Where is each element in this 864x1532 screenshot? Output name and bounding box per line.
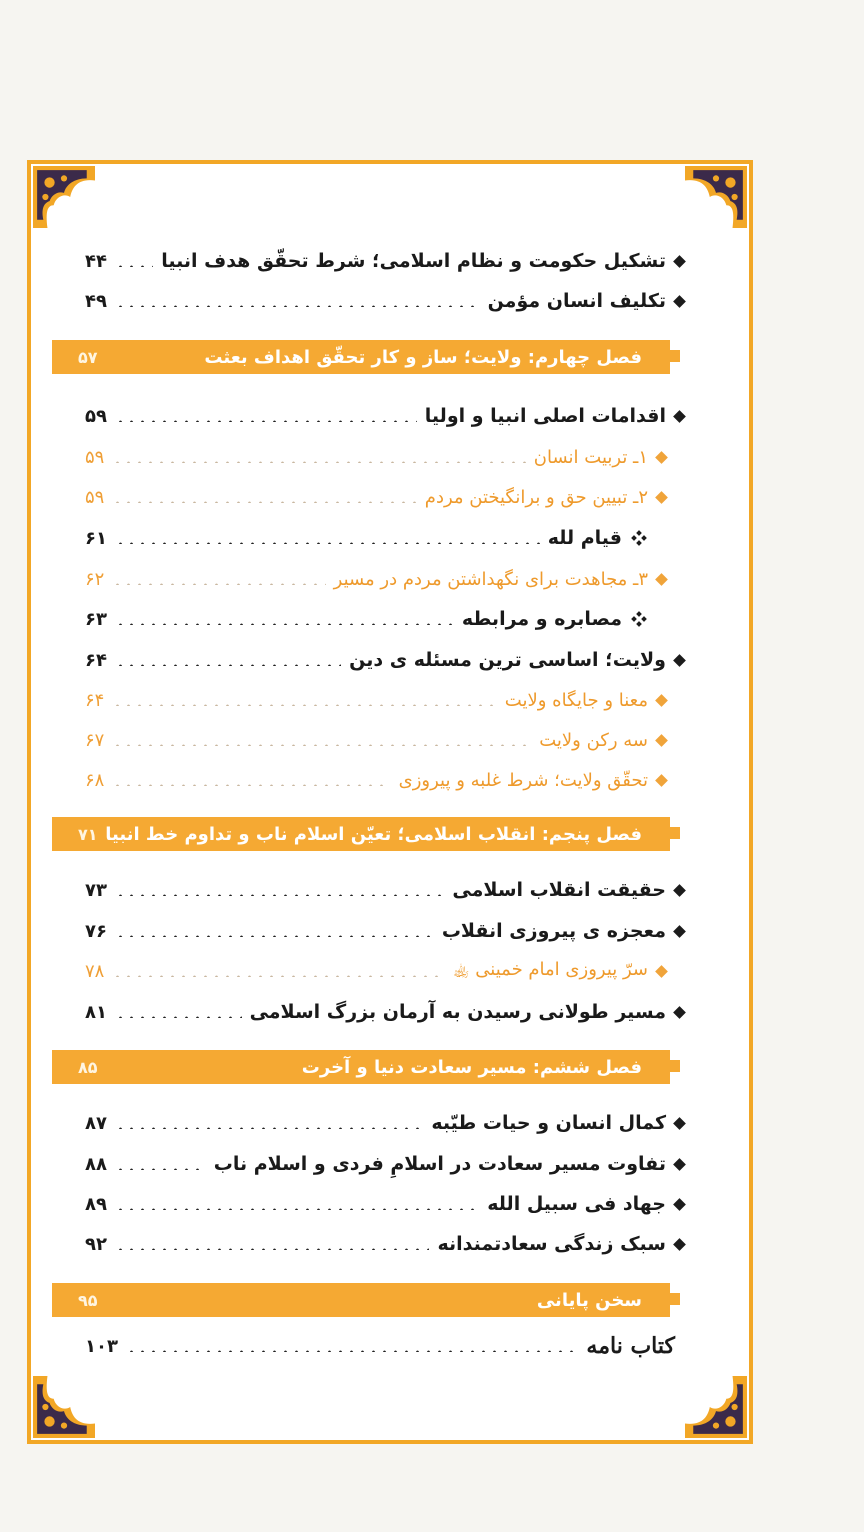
- toc-subentry[interactable]: [85, 441, 667, 473]
- toc-entry[interactable]: [85, 1148, 685, 1180]
- chapter-heading[interactable]: [52, 340, 670, 374]
- bibliography-page: ۱۰۳: [85, 1335, 118, 1357]
- entry-title: ۲ـ تبیین حق و برانگیختن مردم: [424, 486, 648, 508]
- leader-dots: [112, 975, 445, 977]
- toc-entry[interactable]: [85, 285, 685, 317]
- chapter-page: ۷۱: [78, 824, 98, 844]
- leader-dots: [115, 265, 153, 267]
- diamond-bullet-icon: [674, 1159, 685, 1170]
- entry-page: ۷۸: [85, 960, 105, 982]
- entry-page: ۶۴: [85, 649, 107, 671]
- leader-dots: [115, 1248, 430, 1250]
- toc-subentry[interactable]: [85, 724, 667, 756]
- toc-entry[interactable]: [85, 1107, 685, 1139]
- entry-page: ۶۱: [85, 527, 107, 549]
- leader-dots: [112, 784, 390, 786]
- toc-entry[interactable]: [85, 400, 685, 432]
- diamond-bullet-icon: [674, 926, 685, 937]
- bibliography-title: کتاب نامه: [586, 1333, 675, 1359]
- diamond-bullet-icon: [674, 296, 685, 307]
- toc-entry[interactable]: [85, 996, 685, 1028]
- toc-entry[interactable]: [85, 874, 685, 906]
- entry-title: تکلیف انسان مؤمن: [487, 290, 666, 312]
- leader-dots: [112, 461, 525, 463]
- chapter-heading[interactable]: [52, 817, 670, 851]
- entry-page: ۸۸: [85, 1153, 107, 1175]
- diamond-bullet-icon: [656, 574, 667, 585]
- entry-page: ۴۹: [85, 290, 107, 312]
- toc-subentry[interactable]: [85, 684, 667, 716]
- entry-page: ۶۴: [85, 689, 105, 711]
- leader-dots: [115, 664, 341, 666]
- diamond-bullet-icon: [656, 492, 667, 503]
- bibliography-entry[interactable]: [85, 1328, 675, 1364]
- chapter-page: ۹۵: [78, 1290, 98, 1310]
- toc-subentry[interactable]: [85, 764, 667, 796]
- leader-dots: [115, 305, 480, 307]
- diamond-bullet-icon: [674, 655, 685, 666]
- leader-dots: [115, 1168, 206, 1170]
- entry-title: تفاوت مسیر سعادت در اسلامِ فردی و اسلام ناب: [213, 1153, 666, 1175]
- entry-title: قیام لله: [547, 527, 622, 549]
- leader-dots: [115, 1127, 423, 1129]
- leader-dots: [115, 1016, 242, 1018]
- entry-title: حقیقت انقلاب اسلامی: [452, 879, 666, 901]
- entry-page: ۵۹: [85, 446, 105, 468]
- toc-entry[interactable]: [85, 1188, 685, 1220]
- toc-entry[interactable]: [85, 644, 685, 676]
- leader-dots: [115, 894, 444, 896]
- flower-bullet-icon: [632, 612, 647, 627]
- entry-title: سبک زندگی سعادتمندانه: [437, 1233, 666, 1255]
- entry-title: تحقّق ولایت؛ شرط غلبه و پیروزی: [398, 769, 648, 791]
- toc-subentry[interactable]: [85, 481, 667, 513]
- chapter-page: ۸۵: [78, 1057, 98, 1077]
- chapter-page: ۵۷: [78, 347, 98, 367]
- entry-page: ۸۷: [85, 1112, 107, 1134]
- entry-page: ۴۴: [85, 250, 107, 272]
- entry-title: اقدامات اصلی انبیا و اولیا: [424, 405, 666, 427]
- diamond-bullet-icon: [674, 885, 685, 896]
- entry-title: معنا و جایگاه ولایت: [504, 689, 648, 711]
- chapter-heading[interactable]: [52, 1050, 670, 1084]
- diamond-bullet-icon: [674, 1118, 685, 1129]
- diamond-bullet-icon: [674, 1199, 685, 1210]
- entry-title: تشکیل حکومت و نظام اسلامی؛ شرط تحقّق هدف انبیا: [161, 250, 666, 272]
- entry-page: ۹۲: [85, 1233, 107, 1255]
- entry-title: ۳ـ مجاهدت برای نگهداشتن مردم در مسیر: [333, 568, 648, 590]
- entry-title: سرّ پیروزی امام خمینی ﵀: [453, 959, 648, 980]
- leader-dots: [115, 420, 417, 422]
- chapter-title: فصل پنجم: انقلاب اسلامی؛ تعیّن اسلام ناب و تداوم خط انبیا: [105, 823, 642, 845]
- leader-dots: [115, 542, 540, 544]
- flower-bullet-icon: [632, 531, 647, 546]
- toc-subentry[interactable]: [85, 955, 667, 987]
- toc-subsubentry[interactable]: [85, 603, 647, 635]
- entry-title: ۱ـ تربیت انسان: [533, 446, 648, 468]
- toc-subsubentry[interactable]: [85, 522, 647, 554]
- entry-page: ۶۸: [85, 769, 105, 791]
- entry-page: ۷۶: [85, 920, 107, 942]
- leader-dots: [115, 935, 434, 937]
- diamond-bullet-icon: [656, 452, 667, 463]
- toc-entry[interactable]: [85, 245, 685, 277]
- entry-page: ۶۷: [85, 729, 105, 751]
- leader-dots: [112, 704, 496, 706]
- diamond-bullet-icon: [656, 735, 667, 746]
- chapter-title: سخن پایانی: [536, 1289, 642, 1311]
- toc-entry[interactable]: [85, 1228, 685, 1260]
- entry-page: ۵۹: [85, 486, 105, 508]
- chapter-title: فصل چهارم: ولایت؛ ساز و کار تحقّق اهداف بعثت: [204, 346, 642, 368]
- entry-title: کمال انسان و حیات طیّبه: [431, 1112, 666, 1134]
- entry-page: ۵۹: [85, 405, 107, 427]
- diamond-bullet-icon: [656, 695, 667, 706]
- leader-dots: [112, 744, 531, 746]
- leader-dots: [112, 583, 325, 585]
- diamond-bullet-icon: [674, 256, 685, 267]
- leader-dots: [115, 623, 454, 625]
- entry-title: مصابره و مرابطه: [461, 608, 622, 630]
- toc-subentry[interactable]: [85, 563, 667, 595]
- leader-dots: [115, 1208, 479, 1210]
- entry-title: ولایت؛ اساسی ترین مسئله ی دین: [349, 649, 666, 671]
- diamond-bullet-icon: [674, 411, 685, 422]
- toc-entry[interactable]: [85, 915, 685, 947]
- entry-page: ۸۱: [85, 1001, 107, 1023]
- entry-page: ۶۳: [85, 608, 107, 630]
- entry-title: جهاد فی سبیل الله: [487, 1193, 666, 1215]
- chapter-title: فصل ششم: مسیر سعادت دنیا و آخرت: [301, 1056, 642, 1078]
- chapter-heading[interactable]: [52, 1283, 670, 1317]
- entry-page: ۶۲: [85, 568, 105, 590]
- diamond-bullet-icon: [656, 966, 667, 977]
- diamond-bullet-icon: [674, 1239, 685, 1250]
- entry-page: ۷۳: [85, 879, 107, 901]
- leader-dots: [112, 501, 416, 503]
- leader-dots: [126, 1350, 578, 1352]
- entry-title: سه رکن ولایت: [539, 729, 648, 751]
- entry-title: مسیر طولانی رسیدن به آرمان بزرگ اسلامی: [249, 1001, 666, 1023]
- entry-page: ۸۹: [85, 1193, 107, 1215]
- diamond-bullet-icon: [674, 1007, 685, 1018]
- entry-title: معجزه ی پیروزی انقلاب: [441, 920, 666, 942]
- diamond-bullet-icon: [656, 775, 667, 786]
